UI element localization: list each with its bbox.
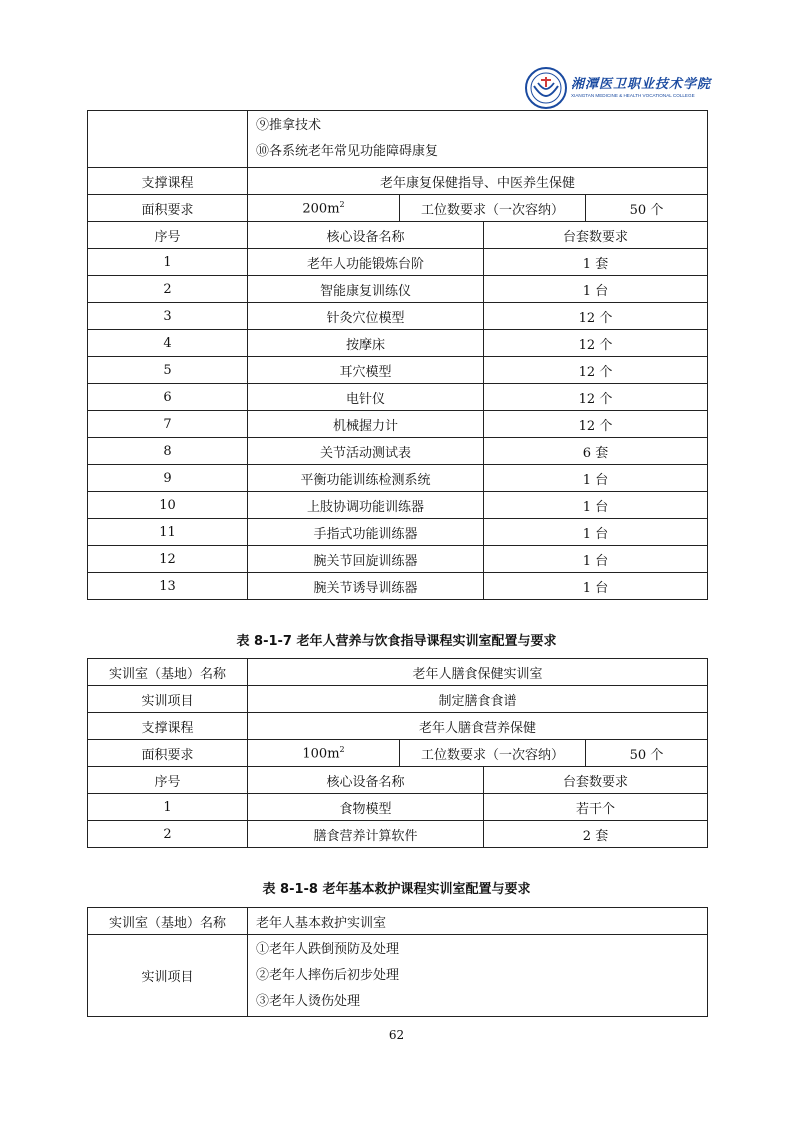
table-row xyxy=(88,492,708,519)
equipment-table-rehab xyxy=(87,110,708,600)
training-item: ⑨推拿技术 xyxy=(256,118,322,133)
row-index: 13 xyxy=(88,573,248,600)
row-quantity: 1 台 xyxy=(484,465,708,492)
support-course-value: 老年人膳食营养保健 xyxy=(248,713,708,740)
table-row xyxy=(88,249,708,276)
station-label: 工位数要求（一次容纳） xyxy=(400,195,586,222)
training-project-value: 制定膳食食谱 xyxy=(248,686,708,713)
training-item: ②老年人摔伤后初步处理 xyxy=(256,967,400,983)
row-equipment-name: 机械握力计 xyxy=(248,411,484,438)
support-course-value: 老年康复保健指导、中医养生保健 xyxy=(248,168,708,195)
table-row xyxy=(88,303,708,330)
row-index: 12 xyxy=(88,546,248,573)
training-item: ①老年人跌倒预防及处理 xyxy=(256,941,400,957)
page-number: 62 xyxy=(388,1028,405,1042)
row-index: 3 xyxy=(88,303,248,330)
support-course-label: 支撑课程 xyxy=(88,168,248,195)
row-quantity: 12 个 xyxy=(484,330,708,357)
table-row xyxy=(88,276,708,303)
row-quantity: 1 台 xyxy=(484,492,708,519)
row-equipment-name: 老年人功能锻炼台阶 xyxy=(248,249,484,276)
col-header-quantity: 台套数要求 xyxy=(484,767,708,794)
row-equipment-name: 平衡功能训练检测系统 xyxy=(248,465,484,492)
col-header-index: 序号 xyxy=(88,767,248,794)
table-caption-nutrition: 表 8-1-7 老年人营养与饮食指导课程实训室配置与要求 xyxy=(236,634,557,649)
row-equipment-name: 耳穴模型 xyxy=(248,357,484,384)
row-index: 4 xyxy=(88,330,248,357)
row-equipment-name: 手指式功能训练器 xyxy=(248,519,484,546)
row-equipment-name: 腕关节回旋训练器 xyxy=(248,546,484,573)
table-row xyxy=(88,465,708,492)
training-item: ③老年人烫伤处理 xyxy=(256,993,361,1009)
row-index: 8 xyxy=(88,438,248,465)
row-quantity: 若干个 xyxy=(484,794,708,821)
row-equipment-name: 针灸穴位模型 xyxy=(248,303,484,330)
row-index: 1 xyxy=(88,794,248,821)
area-value: $200m^2$ xyxy=(248,195,400,222)
row-index: 5 xyxy=(88,357,248,384)
table-row xyxy=(88,330,708,357)
table-row xyxy=(88,438,708,465)
row-quantity: 1 台 xyxy=(484,546,708,573)
table-caption-first-aid: 表 8-1-8 老年基本救护课程实训室配置与要求 xyxy=(262,882,531,897)
row-equipment-name: 关节活动测试表 xyxy=(248,438,484,465)
row-equipment-name: 电针仪 xyxy=(248,384,484,411)
area-value: $100m^2$ xyxy=(248,740,400,767)
room-name-label: 实训室（基地）名称 xyxy=(88,659,248,686)
items-label-cell xyxy=(88,111,248,168)
row-quantity: 1 台 xyxy=(484,519,708,546)
training-project-label: 实训项目 xyxy=(88,935,248,1017)
room-name-label: 实训室（基地）名称 xyxy=(88,908,248,935)
row-quantity: 12 个 xyxy=(484,384,708,411)
row-index: 2 xyxy=(88,821,248,848)
row-quantity: 1 台 xyxy=(484,573,708,600)
station-label: 工位数要求（一次容纳） xyxy=(400,740,586,767)
room-name-value: 老年人膳食保健实训室 xyxy=(248,659,708,686)
row-quantity: 2 套 xyxy=(484,821,708,848)
room-name-value: 老年人基本救护实训室 xyxy=(248,908,708,935)
row-index: 2 xyxy=(88,276,248,303)
table-row xyxy=(88,384,708,411)
row-index: 6 xyxy=(88,384,248,411)
table-row xyxy=(88,357,708,384)
area-label: 面积要求 xyxy=(88,740,248,767)
logo-chinese-name: 湘潭医卫职业技术学院 xyxy=(571,76,712,92)
equipment-table-first-aid xyxy=(87,907,708,1017)
col-header-equipment: 核心设备名称 xyxy=(248,222,484,249)
row-quantity: 1 套 xyxy=(484,249,708,276)
table-row xyxy=(88,546,708,573)
table-row xyxy=(88,411,708,438)
row-equipment-name: 食物模型 xyxy=(248,794,484,821)
station-value: 50 个 xyxy=(586,740,708,767)
row-index: 11 xyxy=(88,519,248,546)
row-index: 10 xyxy=(88,492,248,519)
row-equipment-name: 上肢协调功能训练器 xyxy=(248,492,484,519)
row-quantity: 12 个 xyxy=(484,303,708,330)
equipment-rows xyxy=(88,794,708,848)
college-logo xyxy=(525,66,715,110)
row-quantity: 12 个 xyxy=(484,411,708,438)
row-index: 9 xyxy=(88,465,248,492)
col-header-quantity: 台套数要求 xyxy=(484,222,708,249)
row-equipment-name: 智能康复训练仪 xyxy=(248,276,484,303)
table-row xyxy=(88,821,708,848)
station-value: 50 个 xyxy=(586,195,708,222)
table-row xyxy=(88,794,708,821)
table-row xyxy=(88,573,708,600)
row-index: 1 xyxy=(88,249,248,276)
row-quantity: 12 个 xyxy=(484,357,708,384)
training-project-label: 实训项目 xyxy=(88,686,248,713)
college-emblem-icon xyxy=(525,67,567,109)
row-index: 7 xyxy=(88,411,248,438)
equipment-rows xyxy=(88,249,708,600)
row-equipment-name: 腕关节诱导训练器 xyxy=(248,573,484,600)
support-course-label: 支撑课程 xyxy=(88,713,248,740)
row-quantity: 1 台 xyxy=(484,276,708,303)
table-row xyxy=(88,519,708,546)
row-equipment-name: 按摩床 xyxy=(248,330,484,357)
training-items-cell xyxy=(248,111,708,168)
training-items-cell xyxy=(248,935,708,1017)
col-header-equipment: 核心设备名称 xyxy=(248,767,484,794)
col-header-index: 序号 xyxy=(88,222,248,249)
equipment-table-nutrition xyxy=(87,658,708,848)
area-label: 面积要求 xyxy=(88,195,248,222)
training-item: ⑩各系统老年常见功能障碍康复 xyxy=(256,144,439,159)
logo-english-name: XIANGTAN MEDICINE & HEALTH VOCATIONAL COLLEGE xyxy=(571,92,695,98)
row-quantity: 6 套 xyxy=(484,438,708,465)
row-equipment-name: 膳食营养计算软件 xyxy=(248,821,484,848)
